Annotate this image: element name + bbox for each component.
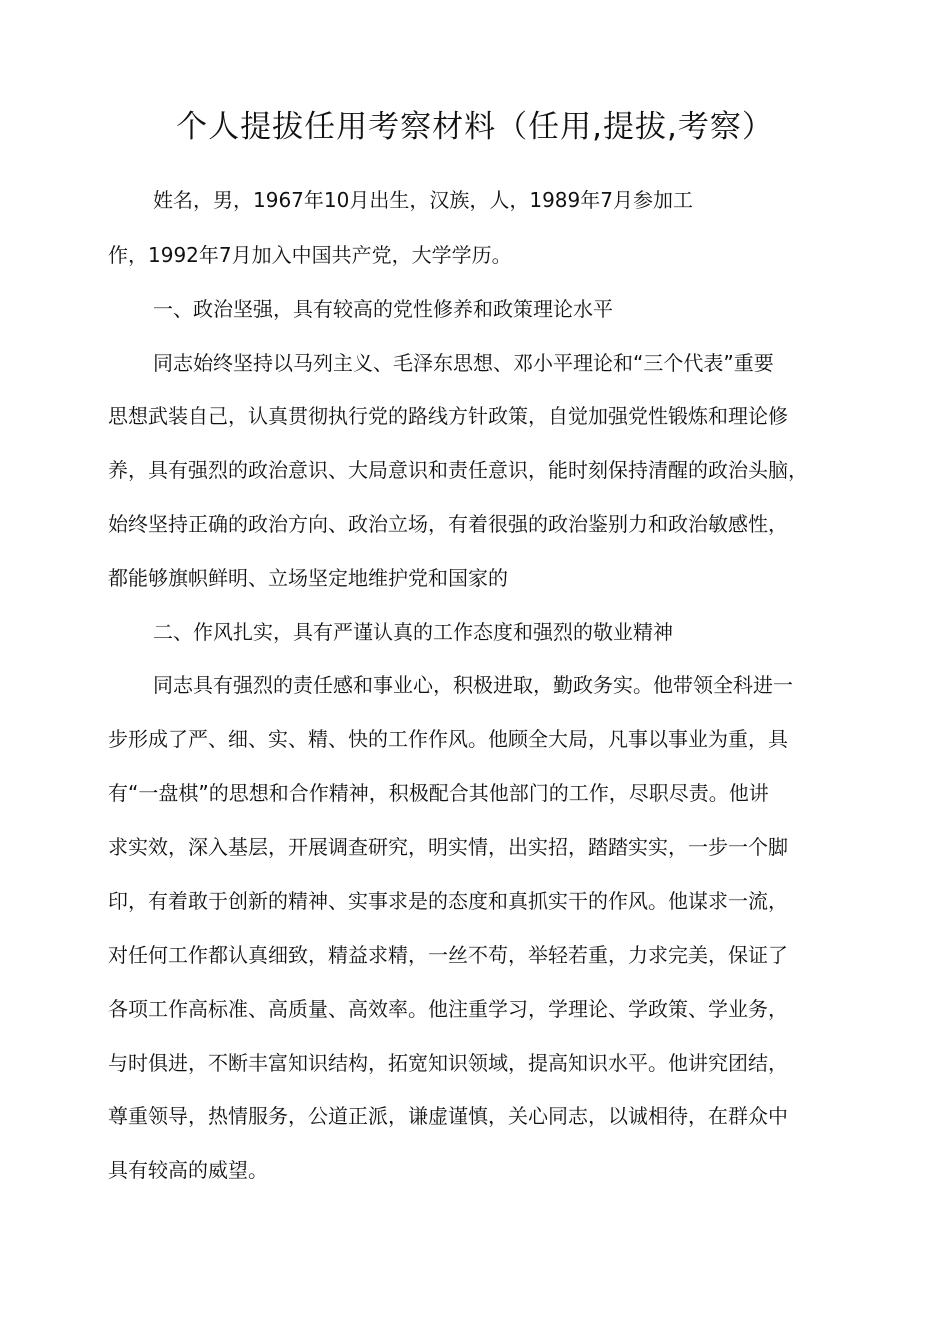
section-heading: 一、政治坚强，具有较高的党性修养和政策理论水平 [153,297,613,321]
paragraph-line: 作，1992年7月加入中国共产党，大学学历。 [108,243,512,267]
paragraph-line: 思想武装自己，认真贯彻执行党的路线方针政策，自觉加强党性锻炼和理论修 [108,404,788,428]
paragraph-line: 养，具有强烈的政治意识、大局意识和责任意识，能时刻保持清醒的政治头脑， [108,458,808,482]
paragraph-line: 始终坚持正确的政治方向、政治立场，有着很强的政治鉴别力和政治敏感性， [108,512,788,536]
paragraph-line: 都能够旗帜鲜明、立场坚定地维护党和国家的 [108,566,508,590]
paragraph-line: 求实效，深入基层，开展调查研究，明实情，出实招，踏踏实实，一步一个脚 [108,835,788,859]
paragraph-line: 同志始终坚持以马列主义、毛泽东思想、邓小平理论和“三个代表”重要 [153,351,774,375]
document-title: 个人提拔任用考察材料（任用,提拔,考察） [176,109,774,145]
paragraph-line: 步形成了严、细、实、精、快的工作作风。他顾全大局，凡事以事业为重，具 [108,727,788,751]
paragraph-line: 与时俱进，不断丰富知识结构，拓宽知识领域，提高知识水平。他讲究团结， [108,1051,788,1075]
paragraph-line: 对任何工作都认真细致，精益求精，一丝不苟，举轻若重，力求完美，保证了 [108,943,788,967]
section-heading: 二、作风扎实，具有严谨认真的工作态度和强烈的敬业精神 [153,620,673,644]
paragraph-line: 尊重领导，热情服务，公道正派，谦虚谨慎，关心同志，以诚相待，在群众中 [108,1104,788,1128]
paragraph-line: 具有较高的威望。 [108,1158,268,1182]
paragraph-line: 印，有着敢于创新的精神、实事求是的态度和真抓实干的作风。他谋求一流， [108,889,788,913]
paragraph-line: 各项工作高标准、高质量、高效率。他注重学习，学理论、学政策、学业务， [108,997,788,1021]
paragraph-line: 同志具有强烈的责任感和事业心，积极进取，勤政务实。他带领全科进一 [153,673,793,697]
paragraph-line: 姓名，男，1967年10月出生，汉族，人，1989年7月参加工 [153,188,693,212]
paragraph-line: 有“一盘棋”的思想和合作精神，积极配合其他部门的工作，尽职尽责。他讲 [108,781,769,805]
